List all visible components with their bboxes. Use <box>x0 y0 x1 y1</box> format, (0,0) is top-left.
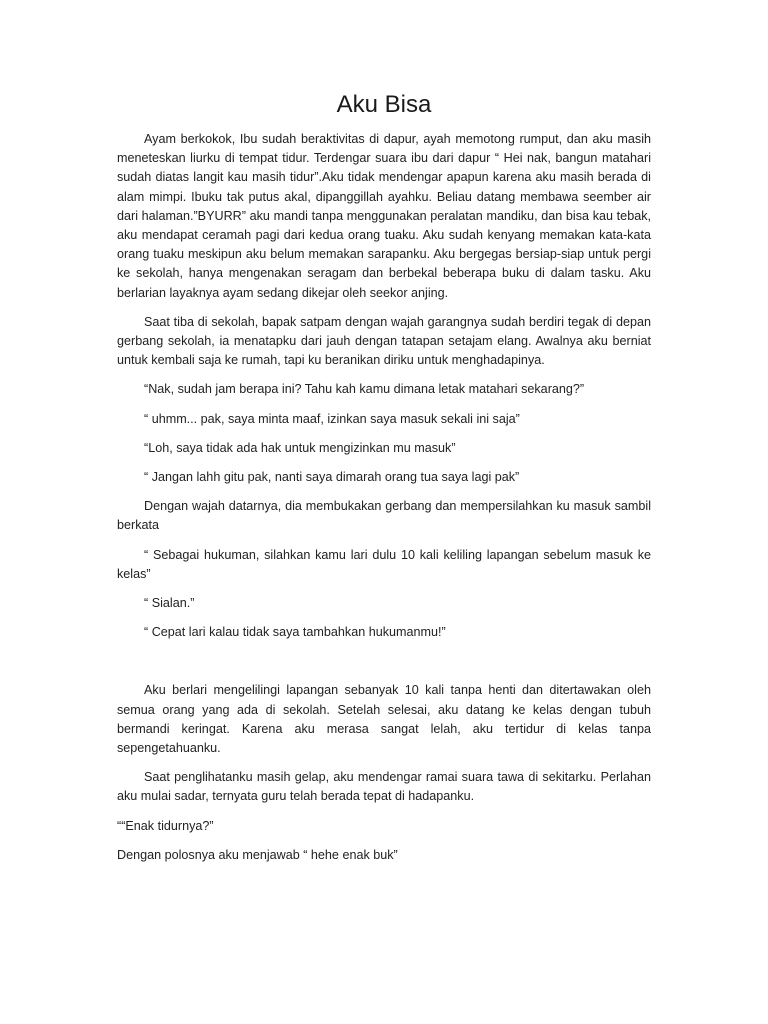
paragraph: Ayam berkokok, Ibu sudah beraktivitas di dapur, ayah memotong rumput, dan aku masih meneteskan liurku di tempat tidur. Terdengar suara ibu dari dapur “ Hei nak, bangun matahari sudah diatas langit kau masih tidur”.Aku tidak mendengar apapun karena aku masih berada di alam mimpi. Ibuku tak putus akal, dipanggillah ayahku. Beliau datang membawa seember air dari halaman.”BYURR” aku mandi tanpa menggunakan peralatan mandiku, dan bisa kau tebak, aku mendapat ceramah pagi dari kedua orang tuaku. Aku sudah kenyang memakan kata-kata orang tuaku meskipun aku belum memakan sarapanku. Aku bergegas bersiap-siap untuk pergi ke sekolah, hanya mengenakan seragam dan berbekal beberapa buku di dalam tasku. Aku berlarian layaknya ayam sedang dikejar oleh seekor anjing. <box>117 132 651 300</box>
dialogue-line: “ Cepat lari kalau tidak saya tambahkan hukumanmu!” <box>144 625 446 640</box>
dialogue-line: “ uhmm... pak, saya minta maaf, izinkan saya masuk sekali ini saja” <box>144 411 520 426</box>
document-title: Aku Bisa <box>336 91 432 118</box>
dialogue-line: ““Enak tidurnya?” <box>117 818 214 833</box>
document-page <box>117 89 651 865</box>
dialogue-line: “ Jangan lahh gitu pak, nanti saya dimarah orang tua saya lagi pak” <box>144 470 520 485</box>
closing-line: Dengan polosnya aku menjawab “ hehe enak buk” <box>117 847 398 862</box>
dialogue-line: “ Sialan.” <box>144 596 195 611</box>
paragraph: Aku berlari mengelilingi lapangan sebanyak 10 kali tanpa henti dan ditertawakan oleh semua orang yang ada di sekolah. Setelah selesai, aku datang ke kelas dengan tubuh bermandi keringat. Karena aku merasa sangat lelah, aku tertidur di kelas tanpa sepengetahuanku. <box>117 683 651 756</box>
dialogue-line: “ Sebagai hukuman, silahkan kamu lari dulu 10 kali keliling lapangan sebelum masuk ke kelas” <box>117 547 651 581</box>
paragraph-gap <box>117 652 651 681</box>
dialogue-line: “Loh, saya tidak ada hak untuk mengizinkan mu masuk” <box>144 440 456 455</box>
paragraph: Saat penglihatanku masih gelap, aku mendengar ramai suara tawa di sekitarku. Perlahan aku mulai sadar, ternyata guru telah berada tepat di hadapanku. <box>117 770 651 804</box>
dialogue-line: “Nak, sudah jam berapa ini? Tahu kah kamu dimana letak matahari sekarang?” <box>144 382 585 397</box>
paragraph: Saat tiba di sekolah, bapak satpam dengan wajah garangnya sudah berdiri tegak di depan gerbang sekolah, ia menatapku dari jauh dengan tatapan setajam elang. Awalnya aku berniat untuk kembali saja ke rumah, tapi ku beranikan diriku untuk menghadapinya. <box>117 314 651 368</box>
paragraph: Dengan wajah datarnya, dia membukakan gerbang dan mempersilahkan ku masuk sambil berkata <box>117 499 651 533</box>
